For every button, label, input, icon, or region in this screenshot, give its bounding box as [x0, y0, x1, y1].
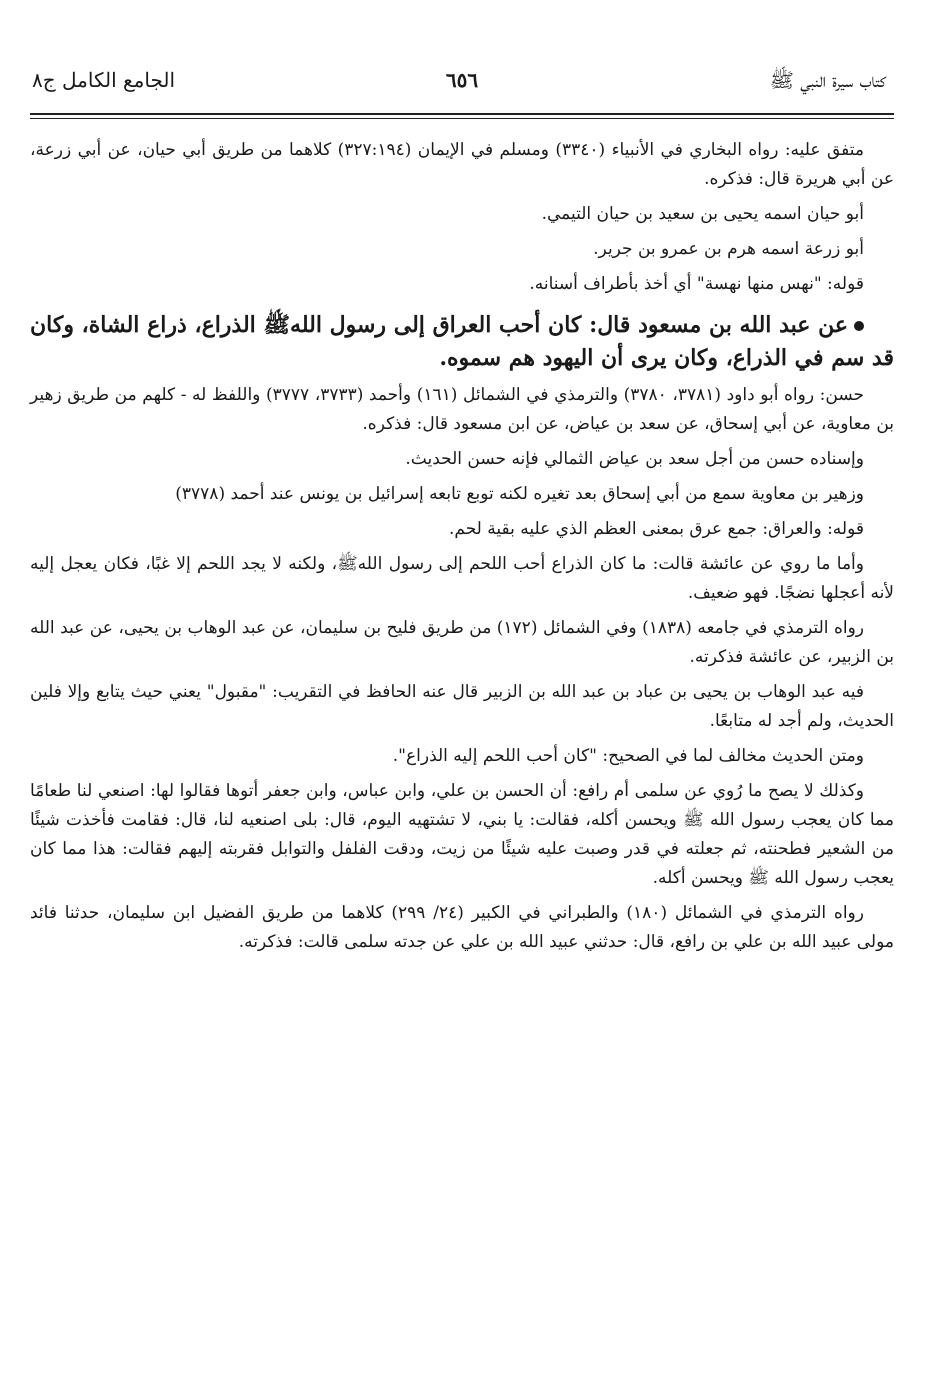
paragraph: فيه عبد الوهاب بن يحيى بن عباد بن عبد الله بن الزبير قال عنه الحافظ في التقريب: "مقبول" يعني حيث يتابع وإلا فلين الحديث، ولم أجد له متابعًا.: [30, 682, 894, 731]
hadith-body: عن عبد الله بن مسعود قال: كان أحب العراق إلى رسول اللهﷺ الذراع، ذراع الشاة، وكان قد سم في الذراع، وكان يرى أن اليهود هم سموه.: [30, 312, 894, 371]
paragraph: ومتن الحديث مخالف لما في الصحيح: "كان أحب اللحم إليه الذراع".: [392, 746, 864, 766]
book-title: كتاب سيرة النبي ﷺ: [769, 68, 886, 92]
paragraph: حسن: رواه أبو داود (٣٧٨١، ٣٧٨٠) والترمذي في الشمائل (١٦١) وأحمد (٣٧٣٣، ٣٧٧٧) واللفظ له - كلهم من طريق زهير بن معاوية، عن أبي إسحاق، عن سعد بن عياض، عن ابن مسعود قال: فذكره.: [30, 385, 894, 434]
paragraph: وأما ما روي عن عائشة قالت: ما كان الذراع أحب اللحم إلى رسول اللهﷺ، ولكنه لا يجد اللحم إلا غبًا، فكان يعجل إليه لأنه أعجلها نضجًا. فهو ضعيف.: [30, 554, 894, 603]
paragraph: متفق عليه: رواه البخاري في الأنبياء (٣٣٤٠) ومسلم في الإيمان (٣٢٧:١٩٤) كلاهما من طريق أبي حيان، عن أبي زرعة، عن أبي هريرة قال: فذكره.: [30, 140, 894, 189]
paragraph: قوله: "نهس منها نهسة" أي أخذ بأطراف أسنانه.: [529, 274, 864, 294]
header-rule-thin: [30, 118, 894, 119]
paragraph: أبو حيان اسمه يحيى بن سعيد بن حيان التيمي.: [541, 204, 864, 224]
paragraph: وزهير بن معاوية سمع من أبي إسحاق بعد تغيره لكنه توبع تابعه إسرائيل بن يونس عند أحمد (٣٧٧٨): [175, 484, 864, 504]
page-body: [30, 136, 894, 957]
paragraph: أبو زرعة اسمه هرم بن عمرو بن جرير.: [593, 239, 864, 259]
paragraph: رواه الترمذي في الشمائل (١٨٠) والطبراني في الكبير (٢٤/ ٢٩٩) كلاهما من طريق الفضيل ابن سليمان، حدثنا فائد مولى عبيد الله بن علي بن رافع، قال: حدثني عبيد الله بن علي عن جدته سلمى قالت: فذكرته.: [30, 903, 894, 952]
paragraph: وإسناده حسن من أجل سعد بن عياض الثمالي فإنه حسن الحديث.: [405, 449, 864, 469]
page-number: ٦٥٦: [445, 68, 479, 92]
series-title: الجامع الكامل ج٨: [32, 68, 176, 92]
bullet-icon: [854, 321, 864, 331]
paragraph: قوله: والعراق: جمع عرق بمعنى العظم الذي عليه بقية لحم.: [448, 519, 864, 539]
paragraph: رواه الترمذي في جامعه (١٨٣٨) وفي الشمائل (١٧٢) من طريق فليح بن سليمان، عن عبد الوهاب بن يحيى، عن عبد الله بن الزبير، عن عائشة فذكرته.: [30, 618, 894, 667]
header-rule-thick: [30, 113, 894, 115]
page-header: [30, 62, 894, 102]
hadith-text: [30, 309, 894, 375]
book-page: [30, 0, 894, 1375]
paragraph: وكذلك لا يصح ما رُوي عن سلمى أم رافع: أن الحسن بن علي، وابن عباس، وابن جعفر أتوها فقالوا لها: اصنعي لنا طعامًا مما كان يعجب رسول الله ﷺ ويحسن أكله، فقالت: يا بني، لا تشتهيه اليوم، قال: بلى اصنعيه لنا، قال: فقامت فأخذت شيئًا من الشعير فطحنته، ثم جعلته في قدر وصبت عليه شيئًا من زيت، ودقت الفلفل والتوابل فقربته إليهم فقالت: هذا مما كان يعجب رسول الله ﷺ ويحسن أكله.: [30, 781, 894, 888]
